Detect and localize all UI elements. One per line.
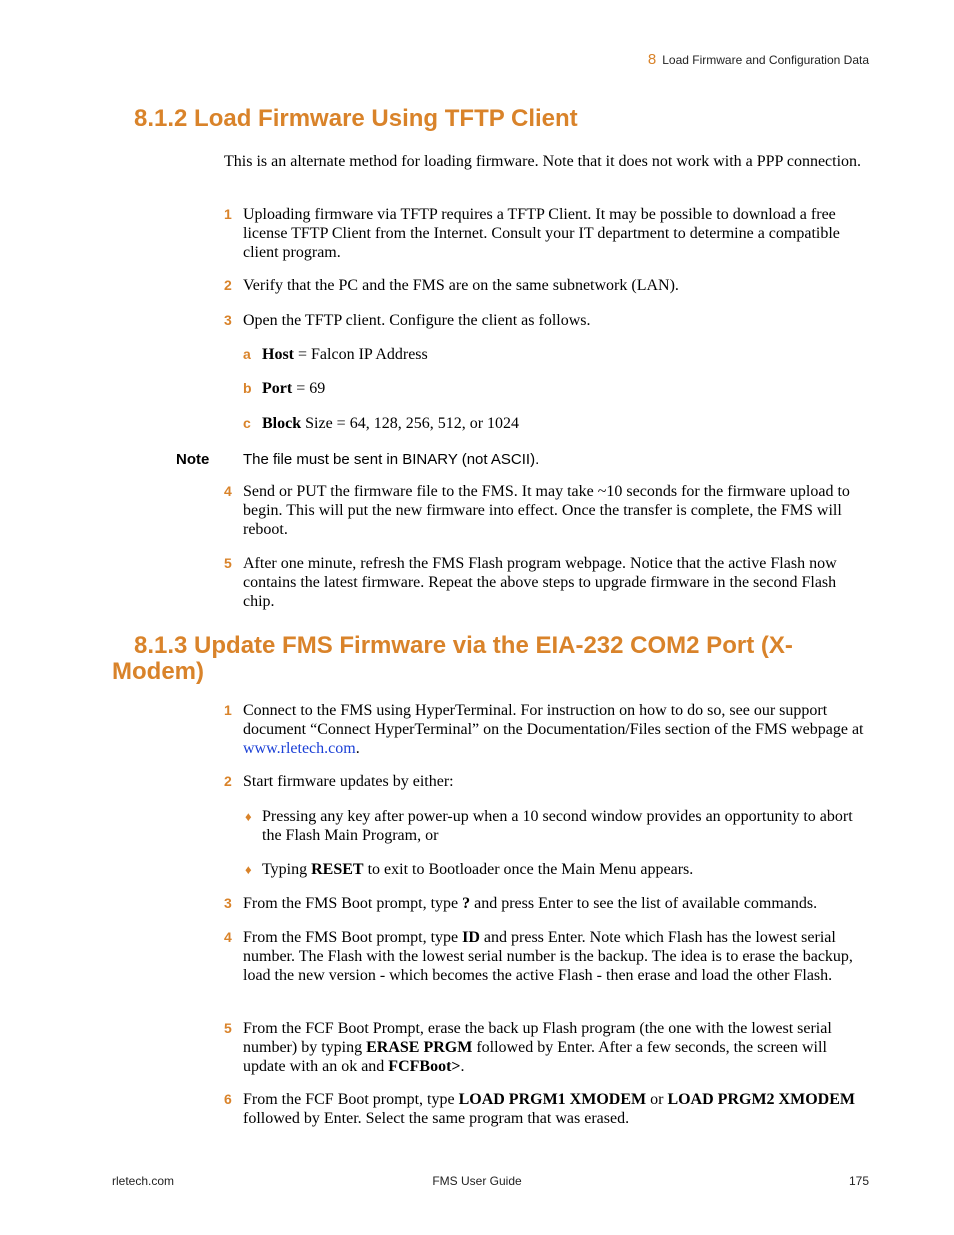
step-number: 6 — [224, 1091, 232, 1107]
step-text: Open the TFTP client. Configure the client as follows. — [243, 312, 591, 329]
step-text — [243, 1090, 868, 1128]
step-number: 1 — [224, 206, 232, 222]
step-text-part: . — [460, 1058, 465, 1075]
diamond-bullet-icon: ♦ — [245, 809, 252, 824]
step-number: 2 — [224, 277, 232, 293]
substep-key: Port — [262, 380, 293, 397]
step-text — [243, 894, 868, 913]
step-text-part: From the FMS Boot prompt, type — [243, 929, 463, 946]
substep-value: = Falcon IP Address — [294, 346, 428, 363]
step-number: 5 — [224, 1020, 232, 1036]
bullet-text-part: to exit to Bootloader once the Main Menu appears. — [363, 861, 694, 878]
step-text: Verify that the PC and the FMS are on the same subnetwork (LAN). — [243, 277, 679, 294]
step-text-part: . — [355, 740, 360, 757]
section-title-813 — [112, 633, 793, 685]
step-command: LOAD PRGM1 XMODEM — [458, 1091, 647, 1108]
substep-text — [262, 345, 428, 364]
substep-key: Block — [262, 415, 302, 432]
step-text-part: From the FMS Boot prompt, type — [243, 895, 463, 912]
substep-letter: b — [243, 380, 252, 396]
step-number: 2 — [224, 773, 232, 789]
step-number: 1 — [224, 702, 232, 718]
substep-key: Host — [262, 346, 294, 363]
step-text — [243, 928, 868, 985]
bullet-text: Pressing any key after power-up when a 10 second window provides an opportunity to abort the Flash Main Program, or — [262, 808, 853, 844]
step-text-part: From the FCF Boot prompt, type — [243, 1091, 459, 1108]
step-command: ID — [462, 929, 480, 946]
step-text — [243, 1019, 868, 1076]
note-label: Note — [176, 451, 210, 468]
footer-site: rletech.com — [112, 1174, 175, 1188]
section-title-812: 8.1.2 Load Firmware Using TFTP Client — [134, 105, 578, 132]
substep-value: = 69 — [292, 380, 326, 397]
step-text-part: and press Enter to see the list of available commands. — [470, 895, 818, 912]
step-text: After one minute, refresh the FMS Flash program webpage. Notice that the active Flash now contains the latest firmware. Repeat the above steps to upgrade firmware in the second Flash chip. — [243, 555, 837, 610]
step-text-part: and press Enter. Note which Flash has the lowest serial number. The Flash with the lowest serial number is the backup. The idea is to erase the backup, load the new version - which becomes the active Flash - then erase and load the other Flash. — [243, 929, 853, 984]
step-text: Uploading firmware via TFTP requires a TFTP Client. It may be possible to download a free license TFTP Client from the Internet. Consult your IT department to determine a compatible client program. — [243, 206, 840, 261]
step-number: 4 — [224, 929, 232, 945]
step-text-part: Connect to the FMS using HyperTerminal. For instruction on how to do so, see our support document “Connect HyperTerminal” on the Documentation/Files section of the FMS webpage at — [243, 702, 864, 738]
step-text-part: or — [646, 1091, 668, 1108]
substep-text — [262, 414, 519, 433]
chapter-number: 8 — [647, 51, 657, 68]
step-number: 3 — [224, 312, 232, 328]
step-number: 4 — [224, 483, 232, 499]
chapter-title: Load Firmware and Configuration Data — [662, 53, 869, 67]
bullet-command: RESET — [311, 861, 364, 878]
running-header — [648, 51, 869, 68]
step-command: ? — [462, 895, 471, 912]
step-command: ERASE PRGM — [366, 1039, 473, 1056]
step-text — [243, 701, 868, 758]
step-number: 3 — [224, 895, 232, 911]
step-command: LOAD PRGM2 XMODEM — [667, 1091, 855, 1108]
rletech-link[interactable]: www.rletech.com — [243, 740, 356, 757]
step-text: Start firmware updates by either: — [243, 773, 454, 790]
footer-guide-title: FMS User Guide — [432, 1174, 522, 1188]
substep-letter: c — [243, 415, 251, 431]
intro-paragraph: This is an alternate method for loading firmware. Note that it does not work with a PPP connection. — [224, 153, 862, 170]
step-command: FCFBoot> — [388, 1058, 461, 1075]
section-title-line1: 8.1.3 Update FMS Firmware via the EIA-232 COM2 Port (X- — [134, 632, 793, 659]
step-text-part: followed by Enter. Select the same program that was erased. — [243, 1110, 630, 1127]
note-text: The file must be sent in BINARY (not ASCII). — [243, 451, 540, 468]
step-text-part: followed by Enter. After a few seconds, the screen will update with an ok and — [243, 1039, 827, 1075]
substep-text — [262, 379, 325, 398]
substep-value: Size = 64, 128, 256, 512, or 1024 — [301, 415, 520, 432]
page-number: 175 — [848, 1174, 869, 1188]
step-number: 5 — [224, 555, 232, 571]
bullet-text-part: Typing — [262, 861, 312, 878]
diamond-bullet-icon: ♦ — [245, 862, 252, 877]
substep-letter: a — [243, 346, 251, 362]
step-text: Send or PUT the firmware file to the FMS. It may take ~10 seconds for the firmware upload to begin. This will put the new firmware into effect. Once the transfer is complete, the FMS will reboot. — [243, 483, 850, 538]
bullet-text — [262, 860, 867, 879]
section-title-line2: Modem) — [112, 658, 204, 685]
step-text-part: From the FCF Boot Prompt, erase the back up Flash program (the one with the lowest serial number) by typing — [243, 1020, 832, 1056]
